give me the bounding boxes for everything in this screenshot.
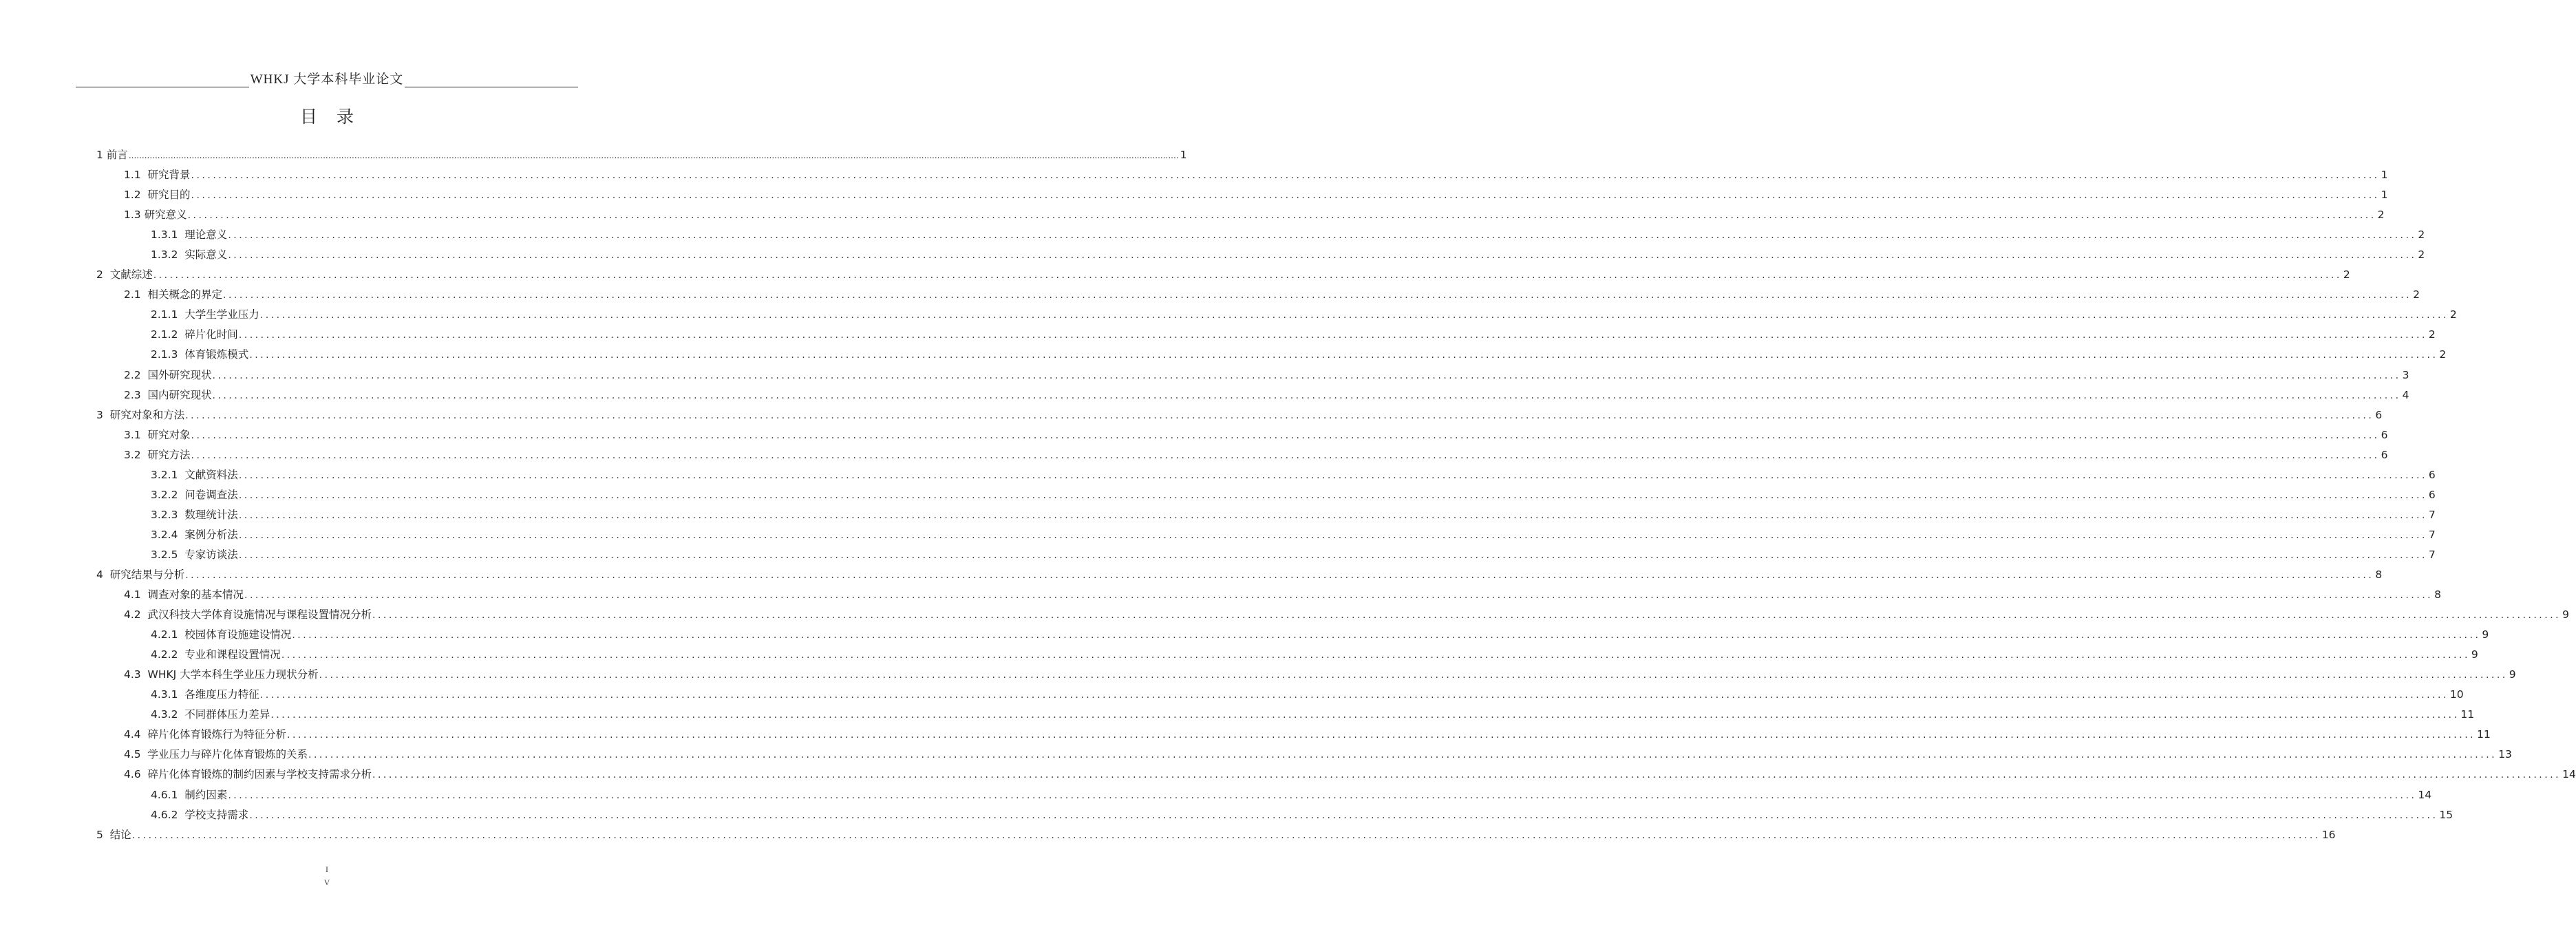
toc-entry-title: 研究结果与分析: [109, 568, 185, 581]
toc-entry-title: 不同群体压力差异: [184, 708, 270, 721]
toc-entry[interactable]: [96, 305, 2457, 325]
toc-entry-page: 2: [2413, 288, 2420, 301]
toc-entry[interactable]: [96, 245, 2425, 265]
toc-entry-title: 前言: [106, 149, 128, 161]
toc-entry-number: 3: [96, 408, 110, 421]
toc-entry-page: 3: [2402, 368, 2409, 381]
toc-dot-leader: ................................................................................................................................................................................................................................................................................................................................................................................................................: [244, 590, 2434, 602]
toc-entry[interactable]: [96, 665, 2516, 685]
toc-entry-page: 16: [2321, 828, 2336, 841]
toc-dot-leader: ................................................................................................................................................................................................................................................................................................................................................................................................................: [212, 370, 2401, 381]
toc-entry-number: 3.2: [124, 448, 148, 461]
toc-entry-title: 学校支持需求: [184, 808, 249, 821]
toc-dot-leader: ................................................................................................................................................................................................................................................................................................................................................................................................................: [191, 429, 2380, 441]
toc-dot-leader: ................................................................................................................................................................................................................................................................................................................................................................................................................: [372, 769, 2562, 781]
toc-entry-title: 制约因素: [184, 788, 228, 801]
toc-entry[interactable]: [96, 465, 2436, 485]
toc-entry-number: 4.3.2: [151, 708, 185, 721]
toc-entry-number: 4.4: [124, 728, 148, 741]
page-number: I: [326, 864, 328, 874]
toc-entry-number: 3.2.4: [151, 528, 185, 541]
toc-entry[interactable]: [96, 205, 2385, 225]
toc-entry-title: 结论: [109, 828, 131, 841]
toc-entry-page: 2: [2428, 328, 2436, 341]
toc-dot-leader: ................................................................................................................................................................................................................................................................................................................................................................................................................: [259, 690, 2449, 701]
toc-dot-leader: ................................................................................................................................................................................................................................................................................................................................................................................................................: [319, 670, 2508, 681]
toc-entry-number: 3.2.2: [151, 488, 185, 501]
toc-entry-page: 4: [2402, 388, 2409, 401]
toc-entry[interactable]: [96, 425, 2388, 445]
toc-dot-leader: ................................................................................................................................................................................................................................................................................................................................................................................................................: [249, 809, 2438, 821]
toc-entry[interactable]: [96, 405, 2383, 425]
toc-dot-leader: ................................................................................................................................................................................................................................................................................................................................................................................................................: [212, 390, 2401, 401]
toc-entry[interactable]: [96, 685, 2464, 705]
toc-dot-leader: ................................................................................................................................................................................................................................................................................................................................................................................................................: [228, 789, 2417, 801]
toc-entry-page: 9: [2562, 608, 2569, 621]
toc-entry[interactable]: [96, 265, 2350, 285]
toc-entry-number: 5: [96, 828, 110, 841]
toc-entry[interactable]: [96, 485, 2436, 505]
toc-entry-page: 2: [2418, 228, 2425, 242]
toc-entry-number: 3.2.5: [151, 548, 185, 561]
toc-entry-title: 理论意义: [184, 228, 228, 242]
toc-entry-page: 11: [2477, 728, 2491, 741]
toc-entry-page: 7: [2428, 548, 2436, 561]
toc-entry-page: 2: [2418, 248, 2425, 262]
toc-entry[interactable]: [96, 545, 2436, 565]
toc-entry-page: 15: [2439, 808, 2453, 821]
toc-entry-number: 1.1: [124, 169, 148, 182]
toc-entry-title: 武汉科技大学体育设施情况与课程设置情况分析: [147, 608, 372, 621]
toc-entry-title: 研究意义: [144, 209, 187, 222]
toc-entry-title: 校园体育设施建设情况: [184, 628, 292, 641]
toc-entry-page: 1: [2381, 169, 2388, 182]
toc-dot-leader: ................................................................................................................................................................................................................................................................................................................................................................................................................: [249, 350, 2438, 361]
toc-dot-leader: ................................................................................................................................................................................................................................................................................................................................................................................................................: [191, 449, 2380, 461]
toc-entry-page: 11: [2460, 708, 2475, 721]
toc-entry-title: 案例分析法: [184, 528, 238, 541]
toc-entry-page: 6: [2381, 448, 2388, 461]
toc-dot-leader: ................................................................................................................................................................................................................................................................................................................................................................................................................: [228, 230, 2417, 242]
toc-entry[interactable]: [96, 165, 2388, 185]
toc-entry-number: 4.2: [124, 608, 148, 621]
toc-entry-title: 调查对象的基本情况: [147, 588, 244, 602]
toc-entry-number: 1.3.1: [151, 228, 185, 242]
toc-entry-number: 2.2: [124, 368, 148, 381]
toc-entry-number: 1.3.2: [151, 248, 185, 262]
toc-entry-page: 2: [2439, 348, 2447, 361]
toc-entry-number: 2.1.1: [151, 308, 185, 321]
toc-entry-number: 3.1: [124, 428, 148, 441]
toc-entry[interactable]: [96, 725, 2491, 745]
toc-entry-number: 1: [96, 149, 107, 161]
toc-entry[interactable]: [96, 625, 2489, 645]
toc-entry-page: 14: [2418, 788, 2432, 801]
toc-entry-title: WHKJ 大学本科生学业压力现状分析: [147, 668, 319, 681]
toc-entry-title: 研究对象和方法: [109, 408, 185, 421]
toc-entry-page: 2: [2377, 209, 2385, 222]
toc-dot-leader: ................................................................................................................................................................................................................................................................................................................................................................................................................: [372, 610, 2562, 621]
toc-entry-page: 2: [2343, 268, 2350, 281]
toc-entry[interactable]: [96, 345, 2447, 365]
toc-entry-page: 8: [2434, 588, 2441, 602]
toc-entry-title: 碎片化时间: [184, 328, 238, 341]
toc-dot-leader: ................................................................................................................................................................................................................................................................................................................................................................................................................: [153, 270, 2342, 281]
toc-entry-title: 国内研究现状: [147, 388, 212, 401]
toc-entry-number: 4.5: [124, 748, 148, 761]
toc-entry-title: 实际意义: [184, 248, 228, 262]
toc-entry-number: 4.2.1: [151, 628, 185, 641]
table-of-contents: [96, 145, 2576, 845]
toc-entry-number: 2.3: [124, 388, 148, 401]
toc-entry[interactable]: [96, 285, 2420, 305]
toc-entry-number: 4.2.2: [151, 648, 185, 661]
toc-dot-leader: ................................................................................................................................................................................................................................................................................................................................................................................................................: [185, 410, 2374, 421]
toc-entry[interactable]: [96, 585, 2441, 605]
toc-entry-title: 碎片化体育锻炼行为特征分析: [147, 728, 287, 741]
toc-dot-leader: ................................................................................................................................................................................................................................................................................................................................................................................................................: [187, 210, 2376, 222]
toc-entry-page: 2: [2449, 308, 2457, 321]
toc-entry-number: 4.3.1: [151, 688, 185, 701]
toc-entry-number: 4: [96, 568, 110, 581]
page-header: [76, 70, 578, 88]
toc-entry-number: 3.2.3: [151, 508, 185, 521]
toc-dot-leader: ................................................................................................................................................................................................................................................................................................................................................................................................................: [238, 330, 2427, 341]
toc-dot-leader: ................................................................................................................................................................................................................................................................................................................................................................................................................: [238, 529, 2427, 541]
toc-entry[interactable]: [96, 605, 2569, 625]
toc-entry-title: 问卷调查法: [184, 488, 238, 501]
toc-title: 目 录: [300, 107, 361, 127]
toc-dot-leader: ................................................................................................................................................................................................................................................................................................................................................................................................................: [238, 489, 2427, 501]
toc-dot-leader: ................................................................................................................................................................................................................................................................................................................................................................................................................: [287, 730, 2476, 741]
toc-entry-page: 14: [2562, 768, 2576, 781]
toc-entry-title: 文献资料法: [184, 468, 238, 481]
toc-entry-title: 体育锻炼模式: [184, 348, 249, 361]
toc-entry[interactable]: [96, 565, 2383, 585]
toc-dot-leader: ................................................................................................................................................................................................................................................................................................................................................................................................................: [281, 650, 2470, 661]
toc-dot-leader: ................................................................................................................................................................................................................................................................................................................................................................................................................: [238, 469, 2427, 481]
toc-entry[interactable]: [96, 505, 2436, 525]
toc-entry-page: 1: [2381, 189, 2388, 202]
toc-dot-leader: ................................................................................................................................................................................................................................................................................................................................................................................................................: [228, 250, 2417, 262]
toc-dot-leader: ................................................................................................................................................................................................................................................................................................................................................................................................................: [191, 170, 2380, 182]
toc-entry-title: 大学生学业压力: [184, 308, 259, 321]
toc-entry-page: 8: [2375, 568, 2383, 581]
toc-entry-title: 学业压力与碎片化体育锻炼的关系: [147, 748, 308, 761]
toc-entry[interactable]: [96, 445, 2388, 465]
toc-dot-leader: ................................................................................................................................................................................................................................................................................................................................................................................................................: [223, 290, 2412, 301]
toc-entry-page: 6: [2375, 408, 2383, 421]
header-text: WHKJ 大学本科毕业论文: [250, 72, 404, 87]
toc-entry[interactable]: [96, 765, 2576, 785]
toc-entry-title: 研究方法: [147, 448, 191, 461]
toc-entry-page: 9: [2471, 648, 2478, 661]
toc-entry-title: 国外研究现状: [147, 368, 212, 381]
toc-entry-title: 研究对象: [147, 428, 191, 441]
toc-entry[interactable]: [96, 145, 1187, 165]
toc-entry-title: 专业和课程设置情况: [184, 648, 281, 661]
toc-entry[interactable]: [96, 745, 2512, 765]
page-number-secondary: V: [323, 878, 330, 887]
toc-entry-title: 研究目的: [147, 189, 191, 202]
toc-entry-page: 13: [2498, 748, 2512, 761]
toc-dot-leader: ................................................................................................................................................................................................................................................................................................................................................................................................................: [131, 829, 2321, 841]
toc-entry[interactable]: [96, 785, 2432, 805]
toc-entry-number: 4.6: [124, 768, 148, 781]
toc-entry-title: 研究背景: [147, 169, 191, 182]
toc-entry-page: 6: [2428, 488, 2436, 501]
toc-dot-leader: ................................................................................................................................................................................................................................................................................................................................................................................................................: [259, 310, 2449, 321]
toc-dot-leader: ................................................................................................................................................................................................................................................................................................................................................................................................................: [238, 549, 2427, 561]
toc-entry-title: 相关概念的界定: [147, 288, 223, 301]
toc-entry[interactable]: [96, 365, 2409, 385]
toc-entry-page: 9: [2482, 628, 2489, 641]
toc-entry-page: 7: [2428, 528, 2436, 541]
toc-dot-leader: ................................................................................................................................................................................................................................................................................................................................................................................................................: [128, 151, 1179, 160]
toc-dot-leader: ................................................................................................................................................................................................................................................................................................................................................................................................................: [185, 569, 2374, 581]
toc-dot-leader: ................................................................................................................................................................................................................................................................................................................................................................................................................: [292, 630, 2481, 641]
toc-entry[interactable]: [96, 645, 2478, 665]
toc-entry-number: 4.3: [124, 668, 148, 681]
toc-entry[interactable]: [96, 705, 2475, 725]
toc-dot-leader: ................................................................................................................................................................................................................................................................................................................................................................................................................: [191, 190, 2380, 202]
toc-entry-number: 1.2: [124, 189, 148, 202]
toc-entry-title: 碎片化体育锻炼的制约因素与学校支持需求分析: [147, 768, 372, 781]
toc-entry-title: 文献综述: [109, 268, 153, 281]
toc-dot-leader: ................................................................................................................................................................................................................................................................................................................................................................................................................: [308, 749, 2498, 761]
toc-entry[interactable]: [96, 825, 2336, 845]
toc-entry-number: 2.1.3: [151, 348, 185, 361]
toc-entry-number: 2.1.2: [151, 328, 185, 341]
toc-entry[interactable]: [96, 325, 2436, 345]
toc-entry-number: 3.2.1: [151, 468, 185, 481]
toc-entry-number: 4.6.2: [151, 808, 185, 821]
toc-entry[interactable]: [96, 805, 2453, 825]
toc-entry-number: 1.3: [124, 209, 145, 222]
toc-dot-leader: ................................................................................................................................................................................................................................................................................................................................................................................................................: [270, 710, 2460, 721]
toc-entry-page: 6: [2381, 428, 2388, 441]
toc-entry-page: 10: [2449, 688, 2464, 701]
toc-entry-title: 数理统计法: [184, 508, 238, 521]
toc-entry-number: 2.1: [124, 288, 148, 301]
toc-entry-page: 1: [1180, 149, 1187, 161]
toc-entry-page: 6: [2428, 468, 2436, 481]
toc-entry-number: 4.6.1: [151, 788, 185, 801]
toc-entry[interactable]: [96, 185, 2388, 205]
toc-entry-page: 7: [2428, 508, 2436, 521]
toc-entry[interactable]: [96, 525, 2436, 545]
toc-entry-number: 2: [96, 268, 110, 281]
toc-entry-number: 4.1: [124, 588, 148, 602]
toc-entry[interactable]: [96, 385, 2409, 405]
toc-entry-title: 专家访谈法: [184, 548, 238, 561]
toc-entry[interactable]: [96, 225, 2425, 245]
toc-entry-title: 各维度压力特征: [184, 688, 259, 701]
toc-entry-page: 9: [2509, 668, 2516, 681]
toc-dot-leader: ................................................................................................................................................................................................................................................................................................................................................................................................................: [238, 509, 2427, 521]
